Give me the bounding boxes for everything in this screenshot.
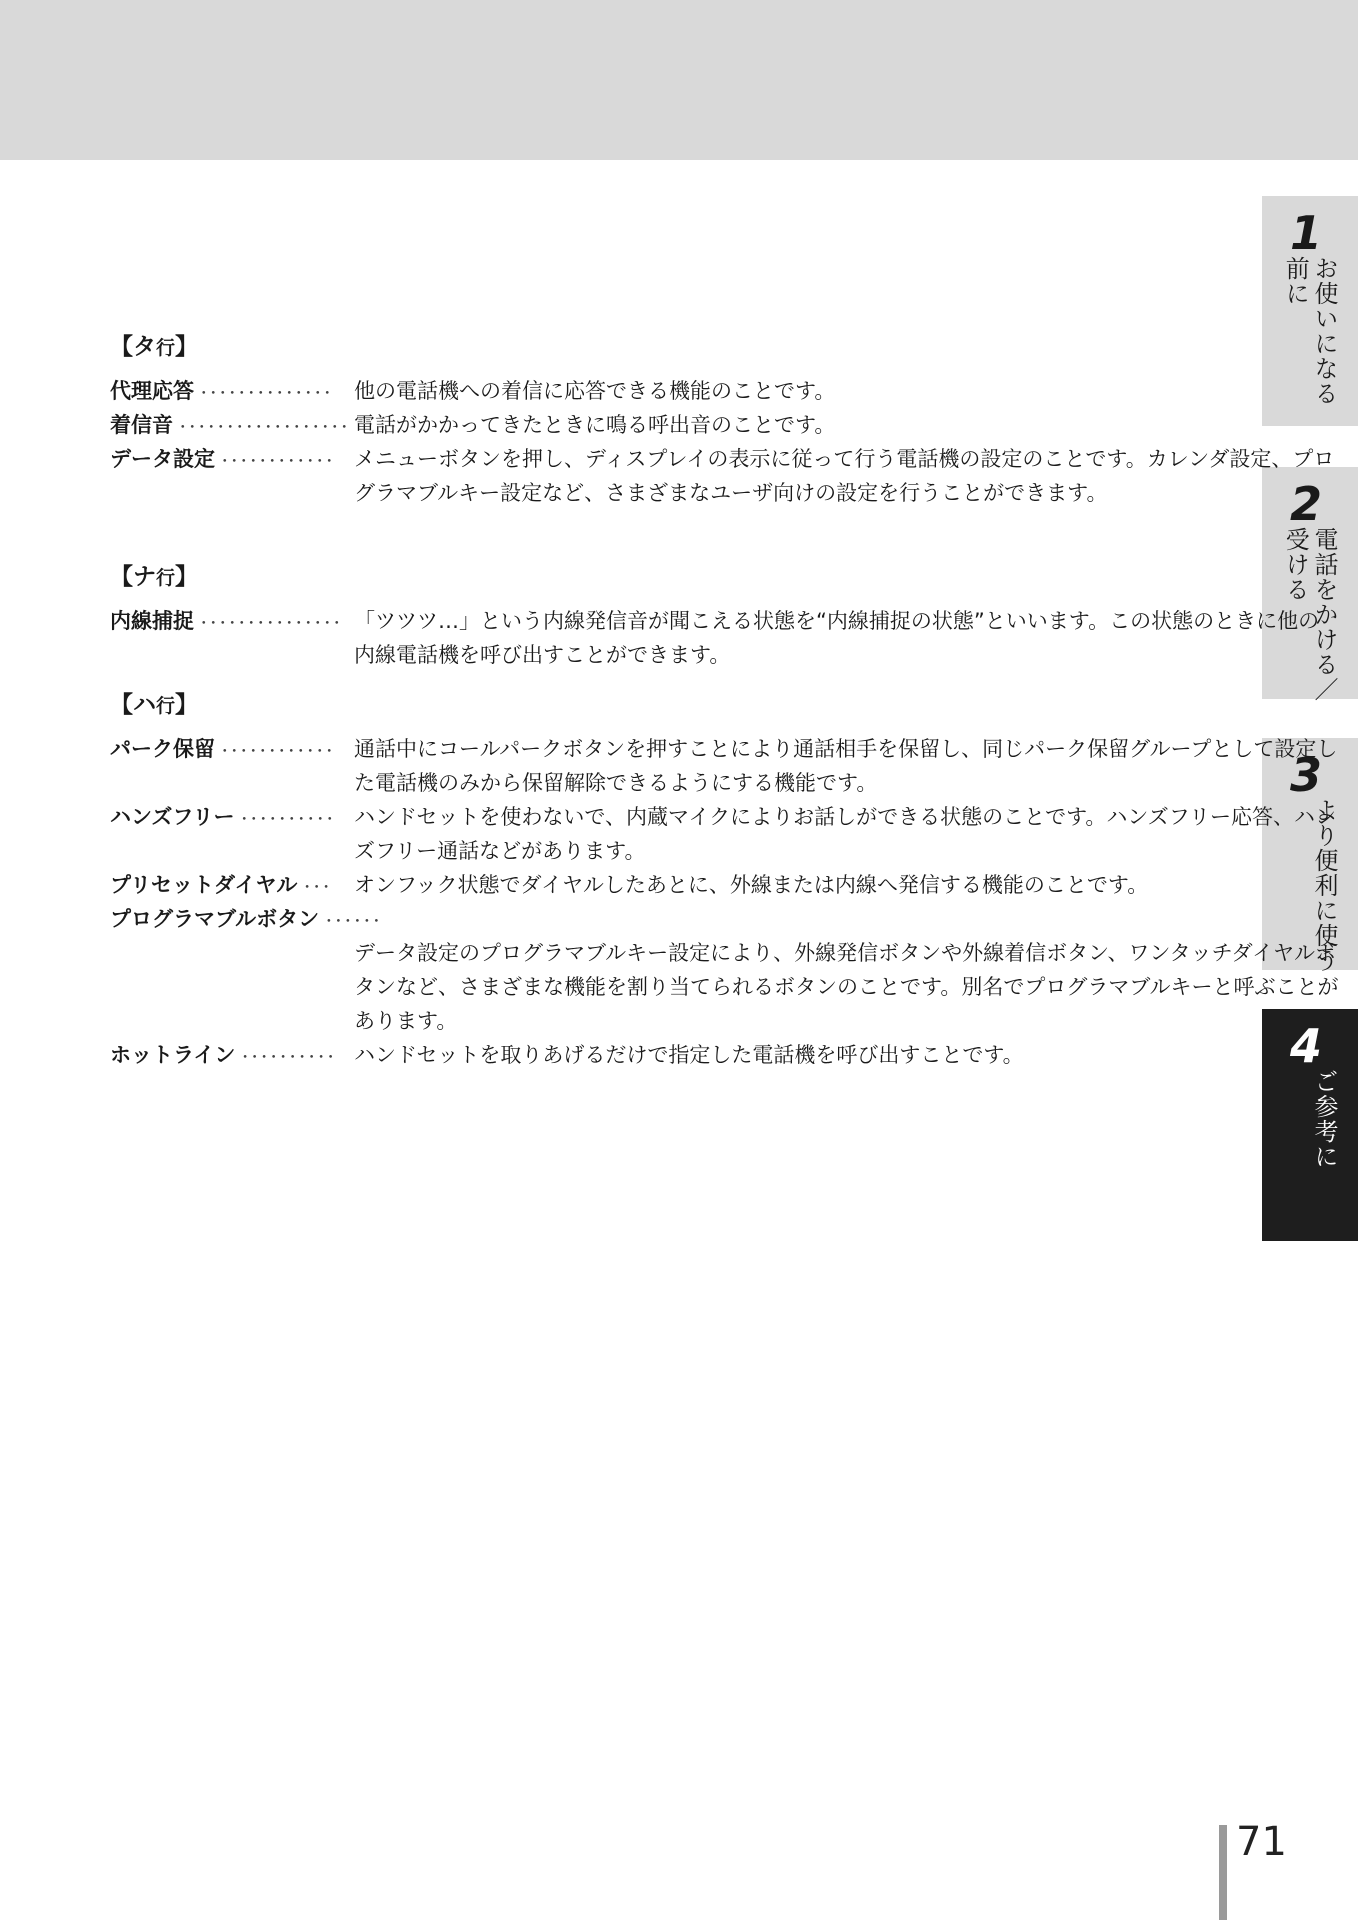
glossary-entry (110, 374, 1230, 408)
glossary-term: 代理応答 (110, 379, 194, 403)
glossary-entry (110, 1038, 1230, 1072)
glossary-definition: 他の電話機への着信に応答できる機能のことです。 (354, 379, 836, 403)
glossary-definition: 電話がかかってきたときに鳴る呼出音のことです。 (354, 413, 836, 437)
section-heading-suffix: 行 (156, 567, 176, 589)
section-heading-close: 】 (175, 692, 199, 718)
glossary-term: ハンズフリー (110, 805, 235, 829)
dot-leader: ････････････ (221, 452, 336, 470)
glossary-definition: 通話中にコールパークボタンを押すことにより通話相手を保留し、同じパーク保留グループとして設定した電話機のみから保留解除できるようにする機能です。 (354, 737, 1338, 795)
glossary-definition: メニューボタンを押し、ディスプレイの表示に従って行う電話機の設定のことです。カレンダ設定、プログラマブルキー設定など、さまざまなユーザ向けの設定を行うことができます。 (354, 447, 1335, 505)
section-heading-close: 】 (175, 564, 199, 590)
chapter-label: 電話をかける／ 受ける (1281, 527, 1338, 702)
glossary-definition: ハンドセットを使わないで、内蔵マイクによりお話しができる状態のことです。ハンズフリー応答、ハンズフリー通話などがあります。 (354, 805, 1336, 863)
section-heading (110, 560, 1230, 594)
chapter-number: 1 (1290, 206, 1323, 260)
dot-leader: ･･････････････ (200, 384, 334, 402)
section-heading-suffix: 行 (156, 695, 176, 717)
glossary-section-ta (110, 330, 1335, 544)
section-heading (110, 330, 1230, 364)
dot-leader: ･･････････････････ (179, 418, 351, 436)
glossary-entry (110, 442, 1335, 544)
section-heading-suffix: 行 (156, 337, 176, 359)
page-number-bar (1219, 1825, 1227, 1920)
glossary-entry (110, 408, 1230, 442)
section-heading-text: 【ハ (110, 692, 156, 718)
glossary-term: 内線捕捉 (110, 609, 194, 633)
glossary-entry (110, 732, 1338, 800)
dot-leader: ････････････ (221, 742, 336, 760)
glossary-section-na (110, 560, 1320, 672)
section-heading-close: 】 (175, 334, 199, 360)
glossary-entry (110, 604, 1320, 672)
section-heading-text: 【ナ (110, 564, 156, 590)
chapter-number: 4 (1290, 1019, 1323, 1073)
dot-leader: ･･････････ (241, 1048, 337, 1066)
chapter-label: ご参考に (1310, 1069, 1338, 1169)
glossary-entry (110, 800, 1336, 868)
glossary-term: 着信音 (110, 413, 173, 437)
dot-leader: ･･････････ (240, 810, 336, 828)
glossary-term: パーク保留 (110, 737, 215, 761)
glossary-entry (110, 902, 1339, 1038)
glossary-definition: データ設定のプログラマブルキー設定により、外線発信ボタンや外線着信ボタン、ワンタッチダイヤルボタンなど、さまざまな機能を割り当てられるボタンのことです。別名でプログラマブルキーと呼ぶことがあります。 (354, 941, 1339, 1033)
dot-leader: ･･･ (303, 878, 332, 896)
dot-leader: ･･････ (325, 912, 383, 930)
glossary-definition: オンフック状態でダイヤルしたあとに、外線または内線へ発信する機能のことです。 (354, 873, 1149, 897)
glossary-term: プログラマブルボタン (110, 907, 320, 931)
page-number: 71 (1236, 1819, 1287, 1865)
glossary-definition: ハンドセットを取りあげるだけで指定した電話機を呼び出すことです。 (354, 1043, 1024, 1067)
glossary-entry (110, 868, 1230, 902)
glossary-definition: 「ツツツ…」という内線発信音が聞こえる状態を“内線捕捉の状態”といいます。この状態のときに他の内線電話機を呼び出すことができます。 (354, 609, 1320, 667)
chapter-label: より便利に使う (1310, 798, 1338, 973)
chapter-number: 2 (1290, 477, 1323, 531)
chapter-label: お使いになる 前に (1281, 256, 1338, 406)
dot-leader: ･･･････････････ (200, 614, 343, 632)
chapter-number: 3 (1290, 748, 1323, 802)
header-band (0, 0, 1358, 160)
section-heading (110, 688, 1230, 722)
glossary-term: ホットライン (110, 1043, 236, 1067)
glossary-term: データ設定 (110, 447, 215, 471)
section-heading-text: 【タ (110, 334, 156, 360)
glossary-term: プリセットダイヤル (110, 873, 298, 897)
